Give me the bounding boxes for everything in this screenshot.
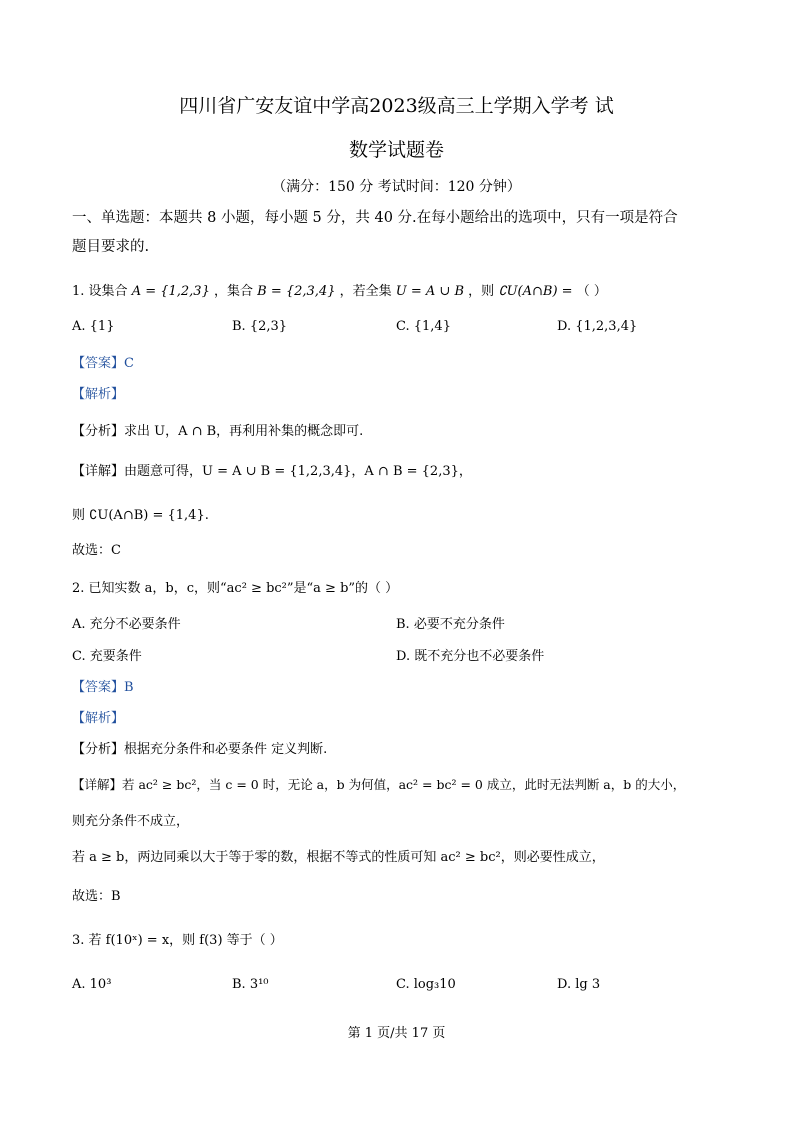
q3-option-c: C. log₃10 <box>396 977 456 992</box>
q1-analysis-tag: 【解析】 <box>72 387 125 402</box>
q1-paren: （ ） <box>576 284 607 299</box>
exam-title: 四川省广安友谊中学高2023级高三上学期入学考 试 <box>179 95 614 117</box>
q1-option-a: A. {1} <box>72 319 115 334</box>
q1-detail-1: 【详解】由题意可得，U = A ∪ B = {1,2,3,4}，A ∩ B = {2,3}， <box>72 464 472 479</box>
q1-option-b: B. {2,3} <box>232 319 288 334</box>
q2-fenxi: 【分析】根据充分条件和必要条件 定义判断. <box>72 742 328 757</box>
question-3-stem: 3. 若 f(10ˣ) = x，则 f(3) 等于（ ） <box>72 933 283 948</box>
q2-detail-1: 【详解】若 ac² ≥ bc²，当 c = 0 时，无论 a，b 为何值，ac² = bc² = 0 成立，此时无法判断 a，b 的大小， <box>72 777 686 792</box>
exam-note: （满分：150 分 考试时间：120 分钟） <box>272 179 521 195</box>
q1-mid-2: ，若全集 <box>339 284 392 299</box>
question-2-stem: 2. 已知实数 a，b，c，则“ac² ≥ bc²”是“a ≥ b”的（ ） <box>72 581 399 596</box>
page-footer: 第 1 页/共 17 页 <box>347 1026 446 1041</box>
q2-detail-3: 若 a ≥ b，两边同乘以大于等于零的数，根据不等式的性质可知 ac² ≥ bc²，则必要性成立， <box>72 850 605 865</box>
q1-answer: 【答案】C <box>72 356 134 371</box>
q3-option-a: A. 10³ <box>72 977 112 992</box>
q2-option-b: B. 必要不充分条件 <box>396 617 505 632</box>
q1-expression: ∁U(A∩B) = <box>498 284 573 299</box>
q1-mid-1: ，集合 <box>214 284 254 299</box>
q1-prefix: 1. 设集合 <box>72 284 128 299</box>
section-heading-line-2: 题目要求的. <box>72 239 150 255</box>
q1-set-b: B = {2,3,4} <box>257 284 336 299</box>
q3-option-d: D. lg 3 <box>557 977 601 992</box>
q1-fenxi: 【分析】求出 U，A ∩ B，再利用补集的概念即可. <box>72 424 364 439</box>
section-heading-line-1: 一、单选题：本题共 8 小题，每小题 5 分，共 40 分.在每小题给出的选项中，只有一项是符合 <box>72 210 678 226</box>
question-1-stem <box>72 283 607 301</box>
q2-detail-2: 则充分条件不成立， <box>72 814 190 829</box>
q1-set-a: A = {1,2,3} <box>131 284 210 299</box>
exam-subtitle: 数学试题卷 <box>348 139 444 161</box>
q2-choose: 故选：B <box>72 889 121 904</box>
q1-universal-set: U = A ∪ B <box>395 284 465 299</box>
q1-option-c: C. {1,4} <box>396 319 451 334</box>
q1-detail-2: 则 ∁U(A∩B) = {1,4}. <box>72 508 209 523</box>
q2-option-d: D. 既不充分也不必要条件 <box>396 649 545 664</box>
q2-answer: 【答案】B <box>72 680 134 695</box>
q1-mid-3: ，则 <box>468 284 495 299</box>
q2-option-a: A. 充分不必要条件 <box>72 617 181 632</box>
q1-option-d: D. {1,2,3,4} <box>557 319 638 334</box>
q1-choose: 故选：C <box>72 543 121 558</box>
q3-option-b: B. 3¹⁰ <box>232 977 269 992</box>
q2-option-c: C. 充要条件 <box>72 649 142 664</box>
q2-analysis-tag: 【解析】 <box>72 711 125 726</box>
